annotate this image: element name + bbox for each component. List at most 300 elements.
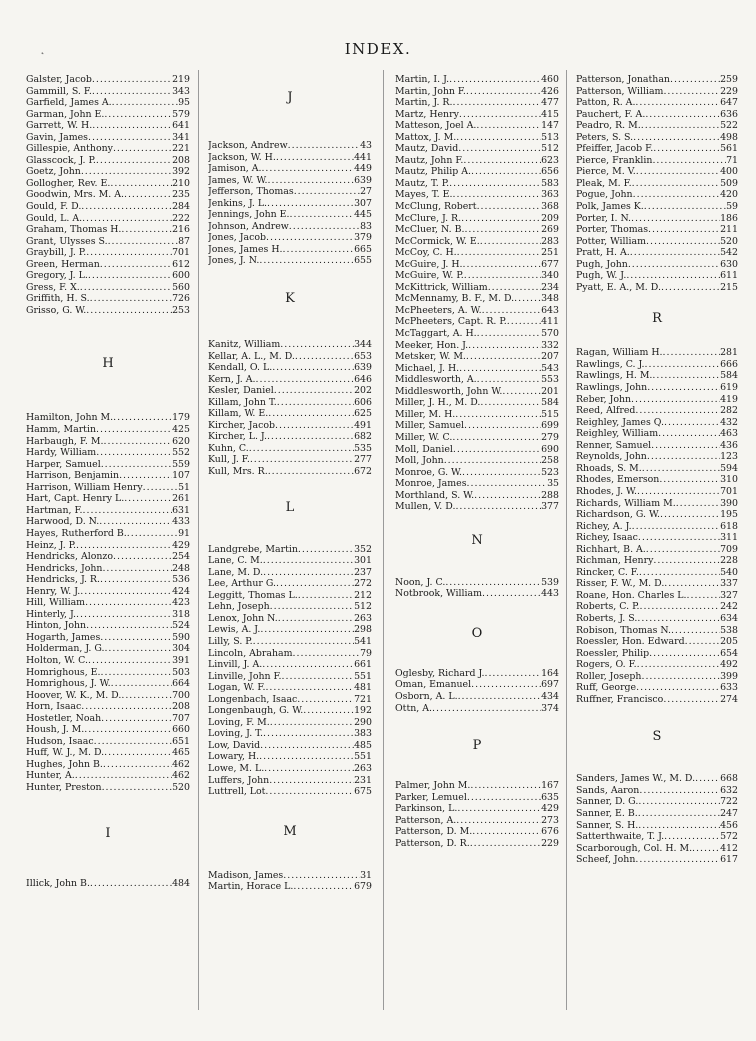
dot-leader	[100, 259, 172, 271]
entry-name: Reighley, William	[576, 428, 659, 440]
index-entry	[26, 574, 190, 586]
entry-page-number: 709	[720, 543, 738, 555]
entry-page-number: 167	[541, 780, 559, 792]
section-gap	[395, 549, 559, 577]
index-entry	[576, 247, 738, 259]
entry-name: Middlesworth, A.	[395, 374, 477, 386]
dot-leader	[661, 282, 720, 294]
entry-page-number: 538	[720, 624, 738, 636]
entry-page-number: 561	[720, 143, 738, 155]
dot-leader	[456, 815, 541, 827]
index-column-3	[395, 74, 559, 849]
index-entry	[576, 463, 738, 475]
entry-name: Kanitz, William	[208, 339, 281, 351]
dot-leader	[633, 189, 720, 201]
dot-leader	[92, 74, 172, 86]
entry-name: Madison, James	[208, 869, 284, 881]
entry-page-number: 202	[354, 385, 372, 397]
dot-leader	[266, 232, 354, 244]
dot-leader	[82, 213, 172, 225]
index-entry	[208, 775, 372, 787]
index-entry	[26, 736, 190, 748]
entry-name: Hinton, John	[26, 620, 87, 632]
entry-name: Martin, Horace L.	[208, 881, 294, 893]
entry-page-number: 207	[541, 351, 559, 363]
dot-leader	[639, 567, 720, 579]
section-heading: N	[471, 532, 483, 548]
index-entry	[395, 259, 559, 271]
entry-page-number: 700	[172, 689, 190, 701]
dot-leader	[663, 347, 721, 359]
entry-name: Harper, Samuel	[26, 458, 101, 470]
section-gap	[576, 327, 738, 347]
entry-name: Pauchert, F. A.	[576, 108, 646, 120]
dot-leader	[514, 293, 541, 305]
dot-leader	[502, 386, 541, 398]
entry-name: Miller, J. H., M. D.	[395, 397, 481, 409]
index-entry	[26, 86, 190, 98]
entry-name: Sanders, James W., M. D.	[576, 773, 696, 785]
entry-name: Graybill, J. P.	[26, 247, 87, 259]
index-entry	[26, 620, 190, 632]
entry-page-number: 79	[360, 647, 372, 659]
index-entry	[395, 293, 559, 305]
entry-name: Rincker, C. F.	[576, 566, 639, 578]
index-entry	[26, 201, 190, 213]
entry-page-number: 348	[541, 293, 559, 305]
entry-name: Linvill, J. A.	[208, 659, 263, 671]
dot-leader	[289, 221, 360, 233]
entry-page-number: 281	[720, 347, 738, 359]
index-entry	[395, 386, 559, 398]
dot-leader	[268, 408, 354, 420]
entry-page-number: 434	[541, 690, 559, 702]
entry-page-number: 51	[178, 481, 190, 493]
entry-name: Hunter, A.	[26, 770, 75, 782]
entry-name: Porter, Thomas	[576, 224, 649, 236]
entry-name: Moll, Daniel	[395, 443, 453, 455]
entry-name: Griffith, H. S.	[26, 293, 90, 305]
entry-name: Lehn, Joseph	[208, 601, 270, 613]
dot-leader	[263, 567, 354, 579]
index-entry	[208, 881, 372, 893]
entry-name: Holderman, J. G.	[26, 643, 105, 655]
entry-page-number: 27	[360, 186, 372, 198]
entry-name: Kircher, Jacob	[208, 419, 275, 431]
dot-leader	[636, 166, 720, 178]
index-entry	[576, 109, 738, 121]
index-entry	[576, 97, 738, 109]
entry-name: Sands, Aaron	[576, 784, 640, 796]
entry-page-number: 290	[354, 716, 372, 728]
dot-leader	[92, 86, 172, 98]
entry-name: Gollogher, Rev. E.	[26, 177, 111, 189]
dot-leader	[474, 490, 541, 502]
entry-name: Moll, John	[395, 455, 444, 467]
entry-name: Huff, W. J., M. D.	[26, 747, 105, 759]
index-entry	[395, 74, 559, 86]
dot-leader	[250, 454, 354, 466]
index-entry	[208, 717, 372, 729]
entry-page-number: 436	[720, 439, 738, 451]
entry-page-number: 721	[354, 693, 372, 705]
index-entry	[26, 505, 190, 517]
dot-leader	[88, 655, 172, 667]
entry-page-number: 272	[354, 578, 372, 590]
index-entry	[395, 247, 559, 259]
entry-page-number: 679	[354, 881, 372, 893]
dot-leader	[471, 679, 541, 691]
entry-name: Roberts, J. S.	[576, 612, 638, 624]
dot-leader	[664, 578, 720, 590]
index-entry	[395, 838, 559, 850]
dot-leader	[274, 385, 354, 397]
entry-page-number: 424	[172, 585, 190, 597]
entry-name: Miller, Samuel	[395, 420, 465, 432]
entry-name: Roberts, C. P.	[576, 601, 640, 613]
column-divider	[383, 70, 384, 1010]
dot-leader	[263, 555, 354, 567]
section-heading: M	[283, 823, 297, 839]
entry-page-number: 632	[720, 784, 738, 796]
index-entry	[26, 586, 190, 598]
entry-name: Middlesworth, John W.	[395, 385, 503, 397]
entry-name: Johnson, Andrew	[208, 220, 289, 232]
entry-page-number: 536	[172, 574, 190, 586]
index-entry	[395, 668, 559, 680]
index-entry	[26, 436, 190, 448]
entry-page-number: 542	[720, 247, 738, 259]
entry-name: Michael, J. H.	[395, 362, 460, 374]
entry-name: Hogarth, James	[26, 631, 101, 643]
entry-page-number: 484	[172, 877, 190, 889]
entry-name: Ottn, A.	[395, 702, 432, 714]
entry-name: Pfeiffer, Jacob F.	[576, 143, 654, 155]
page-title: INDEX.	[344, 40, 412, 58]
dot-leader	[462, 467, 541, 479]
index-entry	[26, 97, 190, 109]
dot-leader	[278, 613, 354, 625]
entry-page-number: 664	[172, 678, 190, 690]
index-entry	[395, 397, 559, 409]
entry-name: Low, David	[208, 739, 261, 751]
entry-page-number: 247	[720, 807, 738, 819]
entry-name: Gregory, J. L.	[26, 270, 88, 282]
section-gap	[208, 74, 372, 90]
entry-page-number: 419	[720, 393, 738, 405]
entry-page-number: 279	[541, 431, 559, 443]
entry-name: Martin, John F.	[395, 85, 466, 97]
index-entry	[26, 259, 190, 271]
entry-page-number: 363	[541, 189, 559, 201]
entry-page-number: 209	[541, 212, 559, 224]
dot-leader	[86, 247, 172, 259]
dot-leader	[253, 636, 354, 648]
entry-name: Ruff, George	[576, 682, 637, 694]
entry-page-number: 231	[354, 774, 372, 786]
entry-page-number: 307	[354, 197, 372, 209]
entry-page-number: 242	[720, 601, 738, 613]
dot-leader	[452, 189, 541, 201]
dot-leader	[457, 247, 541, 259]
index-entry	[395, 201, 559, 213]
entry-name: Goetz, John	[26, 166, 81, 178]
index-entry	[208, 351, 372, 363]
entry-page-number: 491	[354, 419, 372, 431]
entry-page-number: 675	[354, 786, 372, 798]
dot-leader	[632, 178, 720, 190]
entry-name: Luffers, John	[208, 774, 270, 786]
index-entry	[395, 792, 559, 804]
entry-page-number: 535	[354, 442, 372, 454]
entry-page-number: 509	[720, 177, 738, 189]
dot-leader	[455, 501, 541, 513]
dot-leader	[458, 143, 541, 155]
entry-name: Lilly, S. P.	[208, 635, 253, 647]
index-entry	[26, 247, 190, 259]
index-entry	[576, 682, 738, 694]
entry-name: Sanner, E. B.	[576, 807, 638, 819]
entry-page-number: 617	[720, 854, 738, 866]
dot-leader	[267, 431, 354, 443]
dot-leader	[642, 463, 720, 475]
index-entry	[208, 186, 372, 198]
entry-page-number: 298	[354, 624, 372, 636]
entry-name: Patton, R. A.	[576, 97, 636, 109]
dot-leader	[685, 636, 721, 648]
dot-leader	[449, 178, 541, 190]
entry-page-number: 665	[354, 243, 372, 255]
entry-page-number: 208	[172, 154, 190, 166]
dot-leader	[88, 270, 172, 282]
index-entry	[395, 815, 559, 827]
entry-name: Longenbaugh, G. W.	[208, 705, 304, 717]
dot-leader	[641, 671, 720, 683]
index-entry	[576, 201, 738, 213]
entry-name: Sanner, D. G.	[576, 796, 639, 808]
entry-page-number: 520	[172, 781, 190, 793]
section-heading: K	[285, 291, 295, 307]
entry-name: Jones, Jacob	[208, 232, 267, 244]
dot-leader	[104, 643, 172, 655]
entry-name: Lane, M. D.	[208, 566, 264, 578]
dot-leader	[110, 178, 172, 190]
entry-page-number: 332	[541, 339, 559, 351]
entry-page-number: 107	[172, 470, 190, 482]
index-entry	[576, 648, 738, 660]
index-entry	[576, 236, 738, 248]
entry-name: Pugh, John	[576, 258, 628, 270]
index-entry	[576, 808, 738, 820]
index-entry	[26, 759, 190, 771]
entry-page-number: 677	[541, 258, 559, 270]
entry-name: Pyatt, E. A., M. D.	[576, 281, 661, 293]
entry-name: Oman, Emanuel	[395, 679, 472, 691]
dot-leader	[84, 724, 172, 736]
entry-page-number: 234	[541, 281, 559, 293]
entry-page-number: 258	[541, 455, 559, 467]
entry-name: Reynolds, John	[576, 451, 647, 463]
entry-page-number: 248	[172, 562, 190, 574]
dot-leader	[637, 659, 720, 671]
entry-name: Reighley, James Q.	[576, 416, 664, 428]
entry-name: Notbrook, William	[395, 588, 482, 600]
entry-page-number: 465	[172, 747, 190, 759]
index-entry	[576, 601, 738, 613]
index-entry	[26, 701, 190, 713]
dot-leader	[638, 532, 720, 544]
entry-page-number: 43	[360, 140, 372, 151]
index-entry	[576, 694, 738, 706]
entry-name: Reber, John	[576, 393, 632, 405]
dot-leader	[94, 736, 172, 748]
index-entry	[576, 213, 738, 225]
dot-leader	[638, 796, 720, 808]
section-heading: S	[652, 729, 662, 745]
index-entry	[208, 786, 372, 798]
entry-page-number: 337	[720, 578, 738, 590]
entry-page-number: 551	[354, 751, 372, 763]
dot-leader	[259, 255, 354, 267]
dot-leader	[101, 667, 173, 679]
index-entry	[208, 431, 372, 443]
entry-name: Pratt, H. A.	[576, 247, 630, 259]
dot-leader	[260, 740, 354, 752]
index-entry	[26, 213, 190, 225]
index-entry	[26, 109, 190, 121]
print-speck: ˛	[40, 44, 45, 55]
entry-page-number: 656	[541, 166, 559, 178]
entry-page-number: 253	[172, 304, 190, 316]
entry-page-number: 420	[720, 189, 738, 201]
dot-leader	[103, 759, 172, 771]
index-entry	[576, 613, 738, 625]
entry-name: Hunter, Preston	[26, 781, 102, 793]
entry-name: McGuire, W. P.	[395, 270, 464, 282]
entry-name: Hughes, John B.	[26, 758, 103, 770]
dot-leader	[282, 671, 355, 683]
entry-page-number: 263	[354, 612, 372, 624]
entry-page-number: 219	[172, 74, 190, 85]
index-entry	[26, 528, 190, 540]
entry-name: Pierce, Franklin	[576, 154, 653, 166]
entry-name: Rhodes, Emerson	[576, 474, 660, 486]
index-entry	[26, 782, 190, 794]
index-entry	[576, 474, 738, 486]
dot-leader	[262, 659, 354, 671]
entry-name: Reed, Alfred	[576, 405, 636, 417]
entry-page-number: 212	[354, 589, 372, 601]
dot-leader	[480, 236, 541, 248]
index-entry	[395, 455, 559, 467]
dot-leader	[81, 701, 172, 713]
dot-leader	[670, 74, 720, 86]
entry-name: Kesler, Daniel	[208, 385, 274, 397]
entry-page-number: 653	[354, 350, 372, 362]
entry-page-number: 522	[720, 120, 738, 132]
entry-name: Gammill, S. F.	[26, 85, 92, 97]
entry-name: Harrison, Benjamin	[26, 470, 120, 482]
entry-page-number: 192	[354, 705, 372, 717]
index-entry	[208, 624, 372, 636]
dot-leader	[488, 282, 541, 294]
entry-name: Jennings, John E.	[208, 209, 290, 221]
entry-page-number: 284	[172, 201, 190, 213]
entry-name: Ruffner, Francisco	[576, 693, 664, 705]
index-entry	[26, 412, 190, 424]
dot-leader	[464, 224, 541, 236]
section-heading: R	[652, 311, 662, 327]
index-entry	[26, 540, 190, 552]
entry-name: Kull, J. F.	[208, 454, 250, 466]
section-gap	[395, 714, 559, 738]
index-entry	[576, 224, 738, 236]
entry-name: James, W. W.	[208, 174, 268, 186]
dot-leader	[658, 428, 720, 440]
dot-leader	[289, 209, 354, 221]
entry-page-number: 635	[541, 791, 559, 803]
index-entry	[395, 467, 559, 479]
index-entry	[576, 567, 738, 579]
dot-leader	[283, 244, 355, 256]
entry-name: Gould, L. A.	[26, 212, 83, 224]
entry-name: Mautz, Philip A.	[395, 166, 471, 178]
dot-leader	[99, 516, 172, 528]
index-entry	[26, 224, 190, 236]
entry-name: Homrighous, J. W.	[26, 678, 111, 690]
entry-name: Richey, A. J.	[576, 520, 632, 532]
index-entry	[208, 567, 372, 579]
dot-leader	[80, 282, 172, 294]
dot-leader	[456, 132, 541, 144]
index-entry	[576, 189, 738, 201]
section-heading: L	[285, 499, 295, 515]
entry-name: Satterthwaite, T. J.	[576, 831, 665, 843]
index-entry	[208, 466, 372, 478]
index-entry	[208, 163, 372, 175]
dot-leader	[288, 140, 360, 152]
dot-leader	[463, 259, 542, 271]
dot-leader	[280, 339, 354, 351]
index-entry	[26, 563, 190, 575]
entry-name: Grant, Ulysses S.	[26, 235, 108, 247]
dot-leader	[639, 785, 720, 797]
dot-leader	[637, 613, 720, 625]
index-entry	[395, 432, 559, 444]
entry-name: Polk, James K.	[576, 201, 644, 213]
dot-leader	[143, 482, 178, 494]
entry-name: Kircher, L. J.	[208, 431, 267, 443]
entry-page-number: 584	[541, 397, 559, 409]
entry-name: Mautz, David	[395, 143, 459, 155]
entry-name: Rawlings, H. M.	[576, 370, 653, 382]
entry-name: Garfield, James A.	[26, 97, 112, 109]
dot-leader	[275, 420, 354, 432]
dot-leader	[264, 763, 354, 775]
dot-leader	[636, 682, 720, 694]
entry-name: Pugh, W. J.	[576, 270, 627, 282]
entry-page-number: 701	[172, 247, 190, 259]
entry-name: Jenkins, J. L.	[208, 197, 268, 209]
index-entry	[576, 394, 738, 406]
entry-page-number: 211	[720, 224, 738, 236]
dot-leader	[635, 97, 720, 109]
dot-leader	[686, 590, 720, 602]
dot-leader	[645, 359, 721, 371]
dot-leader	[455, 409, 541, 421]
entry-name: Miller, W. C.	[395, 431, 453, 443]
entry-name: Parkinson, L.	[395, 803, 458, 815]
